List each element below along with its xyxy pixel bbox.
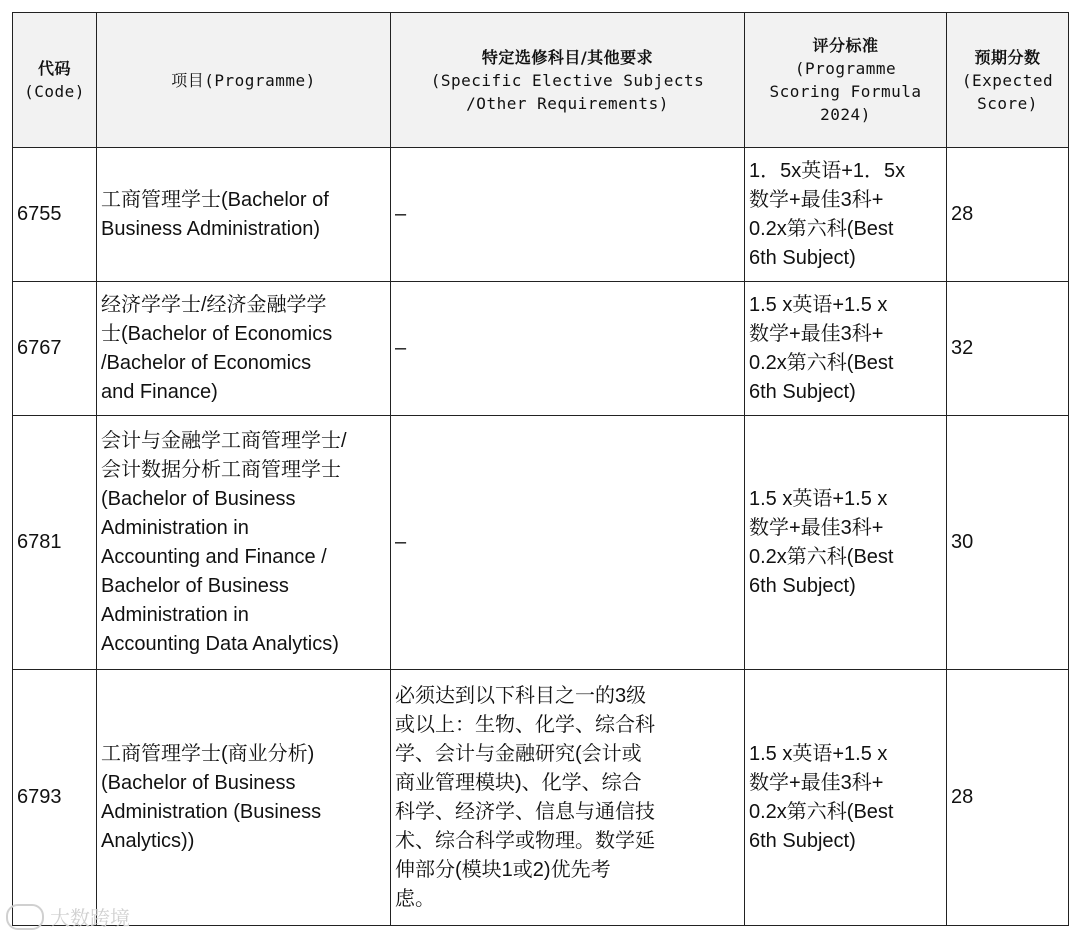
code-cell: 6767: [13, 282, 97, 416]
requirements-cell: –: [391, 282, 745, 416]
watermark: [6, 902, 130, 931]
programme-cell: 会计与金融学工商管理学士/ 会计数据分析工商管理学士 (Bachelor of Business Administration in Accounting and Finance / Bachelor of Business Administration in Accounting Data Analytics): [97, 416, 391, 670]
programme-cell: 经济学学士/经济金融学学 士(Bachelor of Economics /Bachelor of Economics and Finance): [97, 282, 391, 416]
table-row: [13, 416, 1069, 670]
admission-table: [12, 12, 1069, 926]
programme-cell: 工商管理学士(Bachelor of Business Administration): [97, 148, 391, 282]
formula-cell: 1.5 x英语+1.5 x 数学+最佳3科+ 0.2x第六科(Best 6th Subject): [745, 282, 947, 416]
header-expected-score: 预期分数 (Expected Score): [947, 13, 1069, 148]
table-row: [13, 148, 1069, 282]
code-cell: 6781: [13, 416, 97, 670]
code-cell: 6755: [13, 148, 97, 282]
score-cell: 32: [947, 282, 1069, 416]
watermark-logo-icon: [6, 904, 44, 930]
score-cell: 28: [947, 148, 1069, 282]
table-row: [13, 670, 1069, 926]
formula-cell: 1.5 x英语+1.5 x 数学+最佳3科+ 0.2x第六科(Best 6th Subject): [745, 670, 947, 926]
header-row: [13, 13, 1069, 148]
header-formula: 评分标准 (Programme Scoring Formula 2024): [745, 13, 947, 148]
score-cell: 28: [947, 670, 1069, 926]
score-cell: 30: [947, 416, 1069, 670]
programme-cell: 工商管理学士(商业分析) (Bachelor of Business Administration (Business Analytics)): [97, 670, 391, 926]
formula-cell: 1.5 x英语+1.5 x 数学+最佳3科+ 0.2x第六科(Best 6th Subject): [745, 416, 947, 670]
formula-cell: 1．5x英语+1．5x 数学+最佳3科+ 0.2x第六科(Best 6th Subject): [745, 148, 947, 282]
requirements-cell: 必须达到以下科目之一的3级 或以上：生物、化学、综合科 学、会计与金融研究(会计或 商业管理模块)、化学、综合 科学、经济学、信息与通信技 术、综合科学或物理。数学延 伸部分(模块1或2)优先考 虑。: [391, 670, 745, 926]
requirements-cell: –: [391, 416, 745, 670]
header-programme: 项目(Programme): [97, 13, 391, 148]
header-code: 代码 (Code): [13, 13, 97, 148]
watermark-text: 大数跨境: [50, 906, 130, 930]
code-cell: 6793: [13, 670, 97, 926]
table-row: [13, 282, 1069, 416]
header-requirements: 特定选修科目/其他要求 (Specific Elective Subjects /Other Requirements): [391, 13, 745, 148]
requirements-cell: –: [391, 148, 745, 282]
